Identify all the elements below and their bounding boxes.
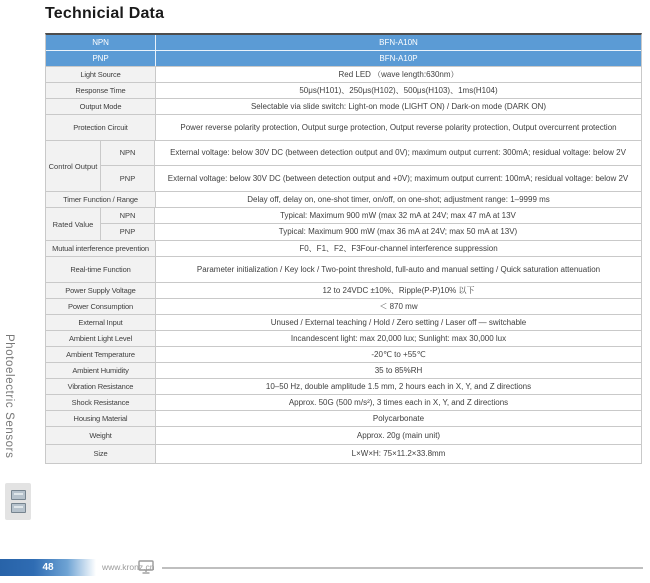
row-value: -20℃ to +55℃ (156, 347, 641, 362)
table-row (46, 363, 641, 379)
row-label: Weight (46, 427, 156, 444)
sensor-device-icon (11, 503, 26, 513)
table-row (46, 257, 641, 283)
row-value: L×W×H: 75×11.2×33.8mm (156, 445, 641, 463)
website-link[interactable]: www.kronz.cn (102, 562, 155, 572)
table-row (46, 395, 641, 411)
table-row (46, 411, 641, 427)
row-label: Ambient Temperature (46, 347, 156, 362)
row-value: Incandescent light: max 20,000 lux; Sunlight: max 30,000 lux (156, 331, 641, 346)
group-label: Control Output (46, 141, 101, 191)
row-value: 50μs(H101)、250μs(H102)、500μs(H103)、1ms(H104) (156, 83, 641, 98)
row-label: Size (46, 445, 156, 463)
page-title: Technicial Data (45, 5, 165, 22)
sensor-thumbnail-icon (5, 483, 31, 520)
table-row (46, 347, 641, 363)
row-value: Delay off, delay on, one-shot timer, on/off, on one-shot; adjustment range: 1–9999 ms (156, 192, 641, 207)
table-row-group-control-output (46, 141, 641, 192)
row-value: Selectable via slide switch: Light-on mode (LIGHT ON) / Dark-on mode (DARK ON) (156, 99, 641, 114)
row-label: NPN (46, 35, 156, 50)
table-row (46, 99, 641, 115)
subrow-label: PNP (101, 166, 155, 191)
row-label: Response Time (46, 83, 156, 98)
row-value: ＜ 870 mw (156, 299, 641, 314)
subrow-value: Typical: Maximum 900 mW (max 32 mA at 24V; max 47 mA at 13V (155, 208, 641, 223)
row-label: Mutual interference prevention (46, 241, 156, 256)
row-value: Parameter initialization / Key lock / Two-point threshold, full-auto and manual setting / Quick saturation attenuation (164, 257, 634, 282)
table-row (46, 115, 641, 141)
table-row (46, 427, 641, 445)
sidebar-category-label: Photoelectric Sensors (3, 334, 15, 459)
row-label: Output Mode (46, 99, 156, 114)
row-label: Housing Material (46, 411, 156, 426)
table-subrow (101, 224, 641, 240)
row-label: Power Consumption (46, 299, 156, 314)
group-label: Rated Value (46, 208, 101, 240)
footer-divider (162, 567, 643, 569)
subrow-value: External voltage: below 30V DC (between detection output and 0V); maximum output current: 300mA; residual voltage: below 2V (155, 141, 641, 165)
row-label: Ambient Light Level (46, 331, 156, 346)
row-value: 10–50 Hz, double amplitude 1.5 mm, 2 hours each in X, Y, and Z directions (156, 379, 641, 394)
subrow-value: Typical: Maximum 900 mW (max 36 mA at 24V; max 50 mA at 13V) (155, 224, 641, 240)
table-row (46, 283, 641, 299)
row-value: 35 to 85%RH (156, 363, 641, 378)
row-value: Approx. 50G (500 m/s²), 3 times each in X, Y, and Z directions (156, 395, 641, 410)
subrow-label: NPN (101, 208, 155, 223)
row-value: BFN-A10P (156, 51, 641, 66)
row-value: 12 to 24VDC ±10%、Ripple(P-P)10% 以下 (156, 283, 641, 298)
row-label: Timer Function / Range (46, 192, 156, 207)
table-row (46, 241, 641, 257)
table-row-model-npn (46, 35, 641, 51)
row-label: Ambient Humidity (46, 363, 156, 378)
monitor-icon (138, 560, 154, 579)
row-label: Vibration Resistance (46, 379, 156, 394)
subrow-label: PNP (101, 224, 155, 240)
page-number-badge: 48 (0, 559, 96, 576)
subrow-value: External voltage: below 30V DC (between detection output and +0V); maximum output current: 100mA; residual voltage: below 2V (155, 166, 641, 191)
table-subrow (101, 208, 641, 224)
table-subrow (101, 141, 641, 166)
technical-data-table (45, 33, 642, 464)
table-row (46, 315, 641, 331)
table-row (46, 299, 641, 315)
row-value: Approx. 20g (main unit) (156, 427, 641, 444)
table-row-model-pnp (46, 51, 641, 67)
row-value: Unused / External teaching / Hold / Zero setting / Laser off — switchable (156, 315, 641, 330)
table-row-group-rated-value (46, 208, 641, 241)
row-label: Protection Circuit (46, 115, 156, 140)
row-value: Red LED （wave length:630nm） (156, 67, 641, 82)
subrow-label: NPN (101, 141, 155, 165)
table-row (46, 67, 641, 83)
table-row (46, 192, 641, 208)
row-label: PNP (46, 51, 156, 66)
row-value: Power reverse polarity protection, Output surge protection, Output reverse polarity protection, Output overcurrent protection (156, 115, 641, 140)
row-value: BFN-A10N (156, 35, 641, 50)
row-label: External Input (46, 315, 156, 330)
row-label: Real-time Function (46, 257, 156, 282)
row-label: Power Supply Voltage (46, 283, 156, 298)
table-row (46, 379, 641, 395)
row-label: Shock Resistance (46, 395, 156, 410)
row-label: Light Source (46, 67, 156, 82)
table-subrow (101, 166, 641, 191)
table-row (46, 445, 641, 463)
row-value: F0、F1、F2、F3Four-channel interference suppression (156, 241, 641, 256)
table-row (46, 331, 641, 347)
sensor-device-icon (11, 490, 26, 500)
table-row (46, 83, 641, 99)
row-value: Polycarbonate (156, 411, 641, 426)
